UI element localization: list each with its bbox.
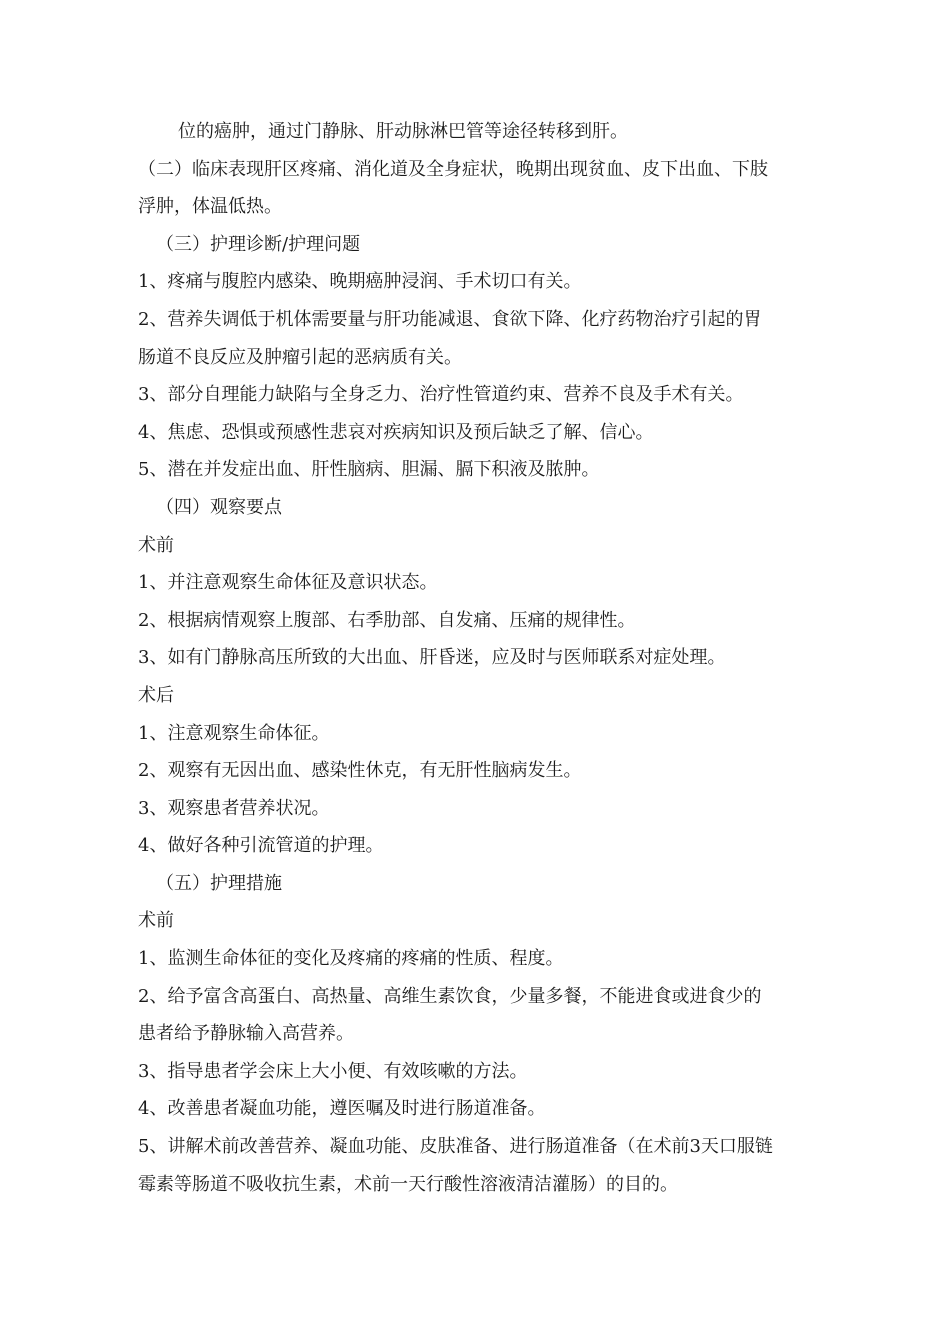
list-item: 1、疼痛与腹腔内感染、晚期癌肿浸润、手术切口有关。: [138, 271, 582, 293]
list-item: 2、给予富含高蛋白、高热量、高维生素饮食，少量多餐，不能进食或进食少的: [138, 985, 762, 1007]
section-heading-5: （五）护理措施: [156, 872, 282, 894]
list-item: 5、讲解术前改善营养、凝血功能、皮肤准备、进行肠道准备（在术前3天口服链: [138, 1136, 773, 1158]
list-item-continuation: 患者给予静脉输入高营养。: [138, 1023, 354, 1045]
document-body: [138, 113, 828, 1203]
list-item: 2、根据病情观察上腹部、右季肋部、自发痛、压痛的规律性。: [138, 609, 636, 631]
list-item: 2、营养失调低于机体需要量与肝功能减退、食欲下降、化疗药物治疗引起的胃: [138, 308, 762, 330]
list-item: 4、做好各种引流管道的护理。: [138, 835, 384, 857]
list-item: 3、指导患者学会床上大小便、有效咳嗽的方法。: [138, 1060, 528, 1082]
list-item-continuation: 霉素等肠道不吸收抗生素，术前一天行酸性溶液清洁灌肠）的目的。: [138, 1173, 678, 1195]
list-item: 4、改善患者凝血功能，遵医嘱及时进行肠道准备。: [138, 1098, 546, 1120]
section-heading-3: （三）护理诊断/护理问题: [156, 233, 361, 255]
subheading-preop: 术前: [138, 534, 174, 556]
paragraph-line: 位的癌肿，通过门静脉、肝动脉淋巴管等途径转移到肝。: [178, 121, 628, 142]
list-item-continuation: 肠道不良反应及肿瘤引起的恶病质有关。: [138, 346, 462, 368]
list-item: 3、如有门静脉高压所致的大出血、肝昏迷，应及时与医师联系对症处理。: [138, 647, 726, 669]
list-item: 3、观察患者营养状况。: [138, 797, 330, 819]
subheading-postop: 术后: [138, 684, 174, 706]
section-heading-2: （二）临床表现肝区疼痛、消化道及全身症状，晚期出现贫血、皮下出血、下肢: [138, 158, 768, 180]
list-item: 3、部分自理能力缺陷与全身乏力、治疗性管道约束、营养不良及手术有关。: [138, 384, 744, 406]
list-item: 2、观察有无因出血、感染性休克，有无肝性脑病发生。: [138, 760, 582, 782]
list-item: 1、监测生命体征的变化及疼痛的疼痛的性质、程度。: [138, 948, 564, 970]
list-item: 4、焦虑、恐惧或预感性悲哀对疾病知识及预后缺乏了解、信心。: [138, 421, 654, 443]
list-item: 5、潜在并发症出血、肝性脑病、胆漏、膈下积液及脓肿。: [138, 459, 600, 481]
section-heading-4: （四）观察要点: [156, 496, 282, 518]
subheading-preop: 术前: [138, 910, 174, 932]
paragraph-line: 浮肿，体温低热。: [138, 196, 282, 218]
list-item: 1、注意观察生命体征。: [138, 722, 330, 744]
list-item: 1、并注意观察生命体征及意识状态。: [138, 572, 438, 594]
